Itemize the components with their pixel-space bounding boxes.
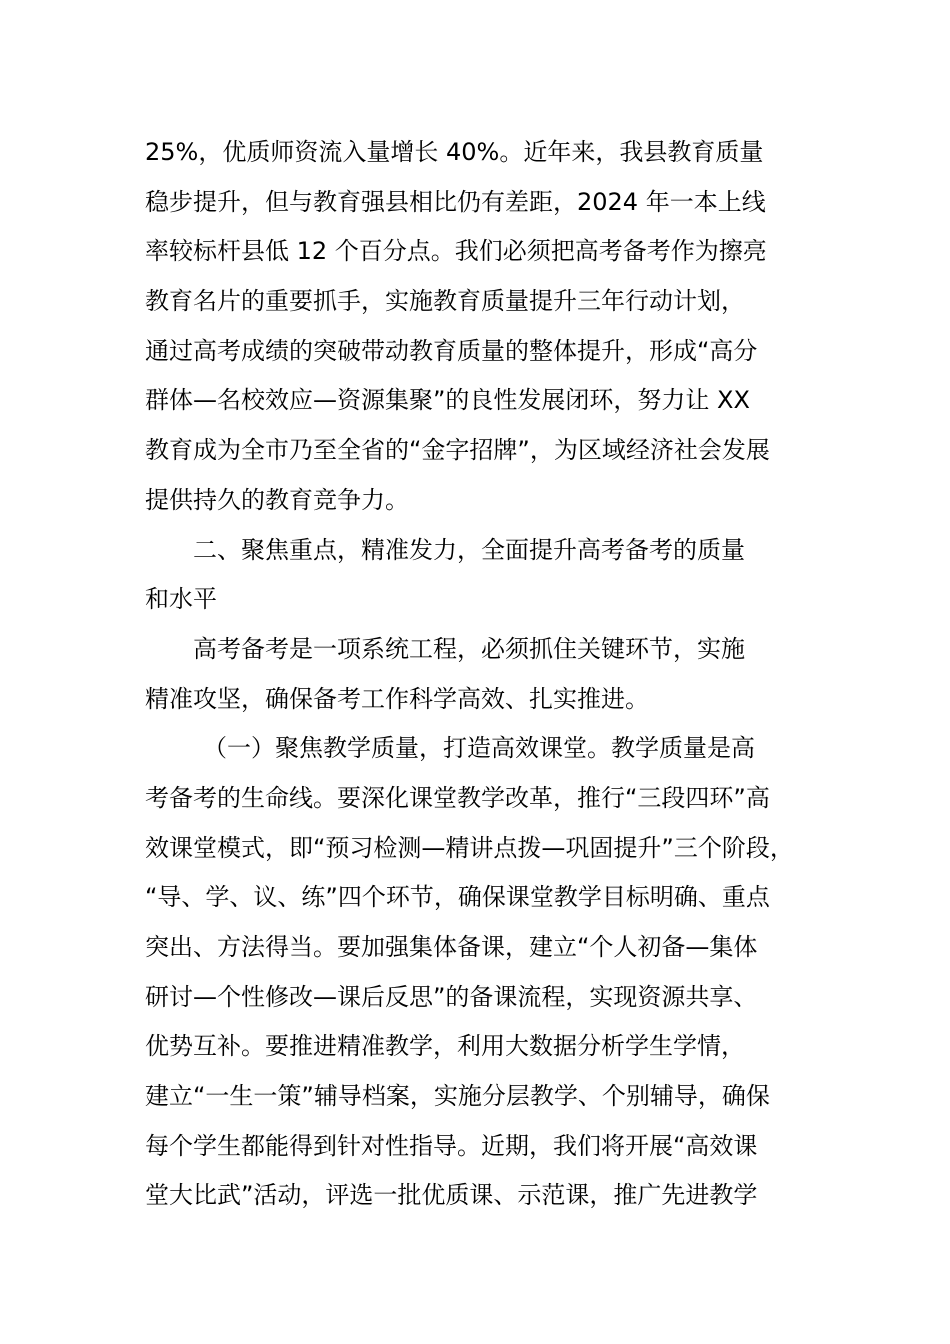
text-line: 25%，优质师资流入量增长 40%。近年来，我县教育质量 <box>145 138 764 166</box>
text-line: 效课堂模式，即“预习检测—精讲点拨—巩固提升”三个阶段， <box>145 833 794 862</box>
paragraph-development-goals <box>145 128 815 526</box>
text-line: 突出、方法得当。要加强集体备课，建立“个人初备—集体 <box>145 933 758 961</box>
document-body <box>145 128 815 1221</box>
text-line: 通过高考成绩的突破带动教育质量的整体提升，形成“高分 <box>145 336 758 365</box>
text-line: 教育名片的重要抓手，实施教育质量提升三年行动计划， <box>145 287 745 316</box>
text-line: 考备考的生命线。要深化课堂教学改革，推行“三段四环”高 <box>145 783 770 812</box>
text-line: 堂大比武”活动，评选一批优质课、示范课，推广先进教学 <box>145 1181 758 1210</box>
text-line: 优势互补。要推进精准教学，利用大数据分析学生学情， <box>145 1032 745 1061</box>
text-line: 研讨—个性修改—课后反思”的备课流程，实现资源共享、 <box>145 982 758 1011</box>
text-line: 稳步提升，但与教育强县相比仍有差距，2024 年一本上线 <box>145 187 766 216</box>
heading-line: 和水平 <box>145 585 217 614</box>
heading-line: 二、聚焦重点，精准发力，全面提升高考备考的质量 <box>193 535 745 564</box>
text-line: 提供持久的教育竞争力。 <box>145 485 409 514</box>
text-line: 每个学生都能得到针对性指导。近期，我们将开展“高效课 <box>145 1131 758 1160</box>
paragraph-system-engineering <box>145 625 815 724</box>
paragraph-teaching-quality <box>145 724 815 1221</box>
text-line: 高考备考是一项系统工程，必须抓住关键环节，实施 <box>193 634 745 663</box>
text-line: 建立“一生一策”辅导档案，实施分层教学、个别辅导，确保 <box>145 1082 770 1111</box>
text-line: 率较标杆县低 12 个百分点。我们必须把高考备考作为擦亮 <box>145 237 767 266</box>
section-heading-two <box>145 526 815 625</box>
text-line: 教育成为全市乃至全省的“金字招牌”，为区域经济社会发展 <box>145 436 770 465</box>
text-line: “导、学、议、练”四个环节，确保课堂教学目标明确、重点 <box>145 883 770 912</box>
text-line: 群体—名校效应—资源集聚”的良性发展闭环，努力让 XX <box>145 386 750 415</box>
text-line: 精准攻坚，确保备考工作科学高效、扎实推进。 <box>145 684 649 713</box>
text-line: （一）聚焦教学质量，打造高效课堂。教学质量是高 <box>203 734 755 763</box>
